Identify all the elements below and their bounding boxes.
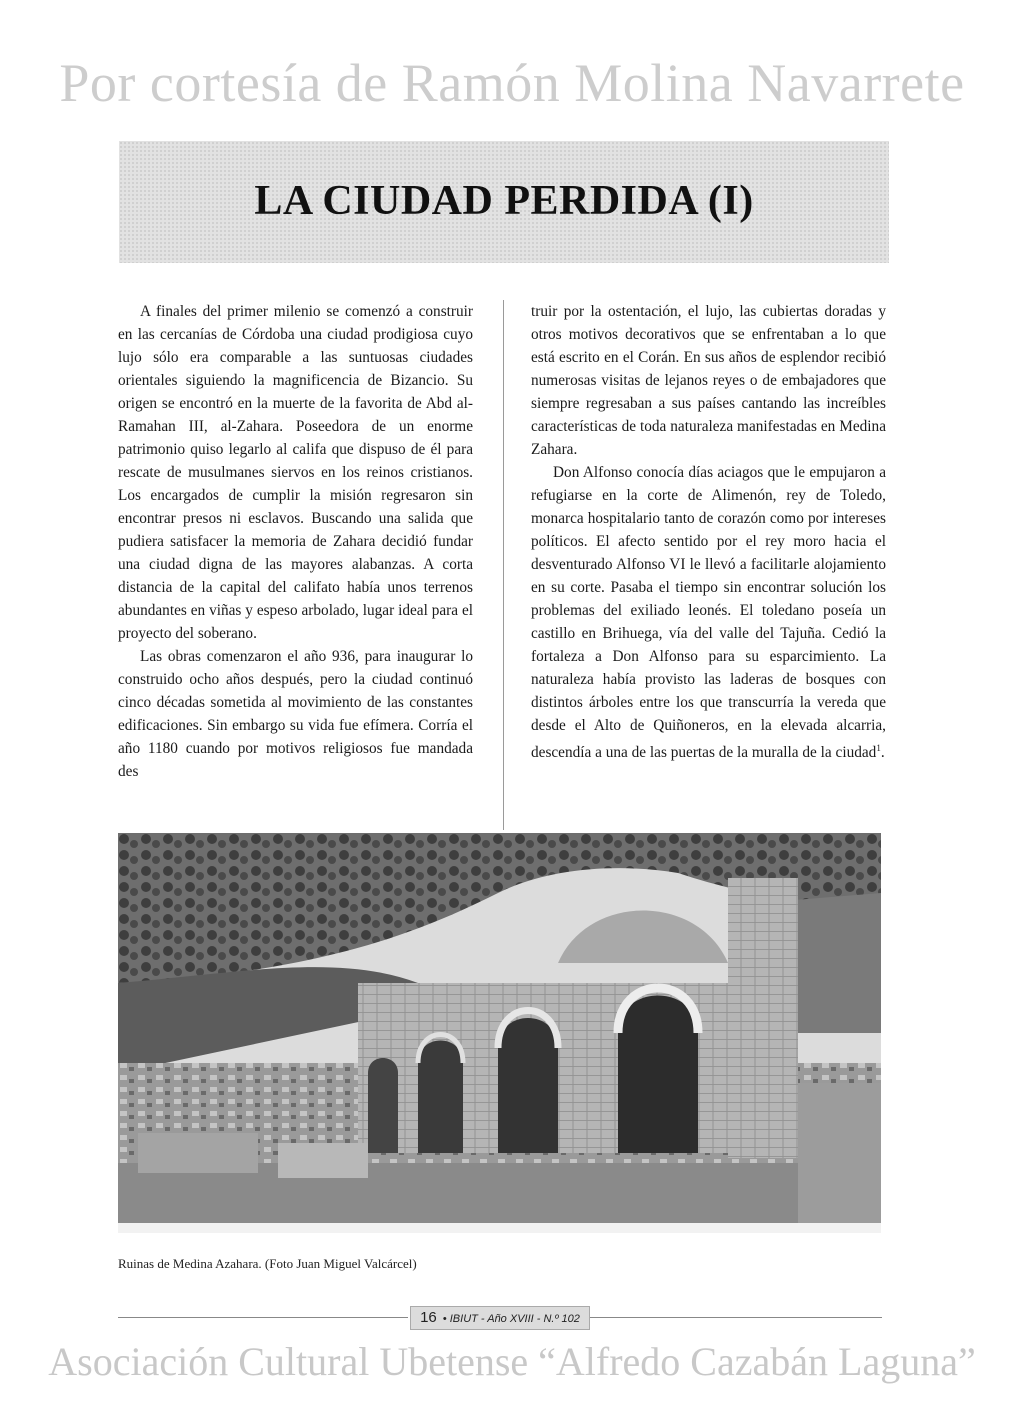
paragraph — [531, 461, 886, 764]
paragraph: A finales del primer milenio se comenzó a construir en las cercanías de Córdoba una ciudad prodigiosa cuyo lujo sólo era comparable a las suntuosas ciudades orientales siguiendo la magnificencia de Bizancio. Su origen se encontró en la muerte de la favorita de Abd al-Ramahan III, al-Zahara. Poseedora de un enorme patrimonio quiso legarlo al califa que dispuso de él para rescate de musulmanes siervos en los reinos cristianos. Los encargados de cumplir la misión regresaron sin encontrar presos ni esclavos. Buscando una salida que pudiera satisfacer la memoria de Zahara decidió fundar una ciudad digna de las mayores alabanzas. A corta distancia de la capital del califato había unos terrenos abundantes en viñas y espeso arbolado, lugar ideal para el proyecto del soberano. — [118, 303, 473, 642]
right-column — [531, 300, 886, 764]
end-punctuation: . — [880, 744, 885, 762]
footer-page-label — [410, 1306, 590, 1330]
photo-caption: Ruinas de Medina Azahara. (Foto Juan Miguel Valcárcel) — [118, 1256, 417, 1271]
footer-bullet: • — [442, 1313, 447, 1325]
watermark-top: Por cortesía de Ramón Molina Navarrete — [59, 53, 965, 113]
paragraph: Las obras comenzaron el año 936, para inaugurar lo construido ocho años después, pero la ciudad continuó cinco décadas sometida al movimiento de las constantes edificaciones. Sin embargo su vida fue efímera. Corría el año 1180 cuando por motivos religiosos fue mandada des — [118, 648, 473, 780]
footer-rule-right — [590, 1317, 882, 1318]
left-column — [118, 300, 473, 783]
article-title: LA CIUDAD PERDIDA (I) — [254, 178, 754, 224]
column-divider — [503, 300, 504, 830]
watermark-bottom: Asociación Cultural Ubetense “Alfredo Cazabán Laguna” — [48, 1339, 976, 1384]
page-number: 16 — [420, 1309, 437, 1326]
title-band — [119, 141, 889, 263]
publication-info: IBIUT - Año XVIII - N.º 102 — [449, 1313, 580, 1325]
footer-rule-left — [118, 1317, 408, 1318]
ruins-photo — [118, 833, 881, 1233]
paragraph-continuation: truir por la ostentación, el lujo, las cubiertas doradas y otros motivos decorativos que se enfrentaban a lo que está escrito en el Corán. En sus años de esplendor recibió numerosas visitas de lejanos reyes o de embajadores que siempre regresaban a sus países cantando las increíbles características de toda naturaleza manifestadas en Medina Zahara. — [531, 303, 886, 458]
footnote-marker: 1 — [876, 743, 881, 753]
paragraph-text: Don Alfonso conocía días aciagos que le empujaron a refugiarse en la corte de Alimenón, rey de Toledo, monarca hospitalario tanto de corazón como por intereses políticos. El afecto sentido por el rey moro hacia el desventurado Alfonso VI le llevó a facilitarle alojamiento en su corte. Pasaba el tiempo sin encontrar solución los problemas del exiliado leonés. El toledano poseía un castillo en Brihuega, vía del valle del Tajuña. Cedió la fortaleza a Don Alfonso para su esparcimiento. La naturaleza había provisto las laderas de bosques con distintos árboles entre los que transcurría la vereda que desde el Alto de Quiñoneros, en la elevada alcarria, descendía a una de las puertas de la muralla de la ciudad — [531, 464, 886, 762]
